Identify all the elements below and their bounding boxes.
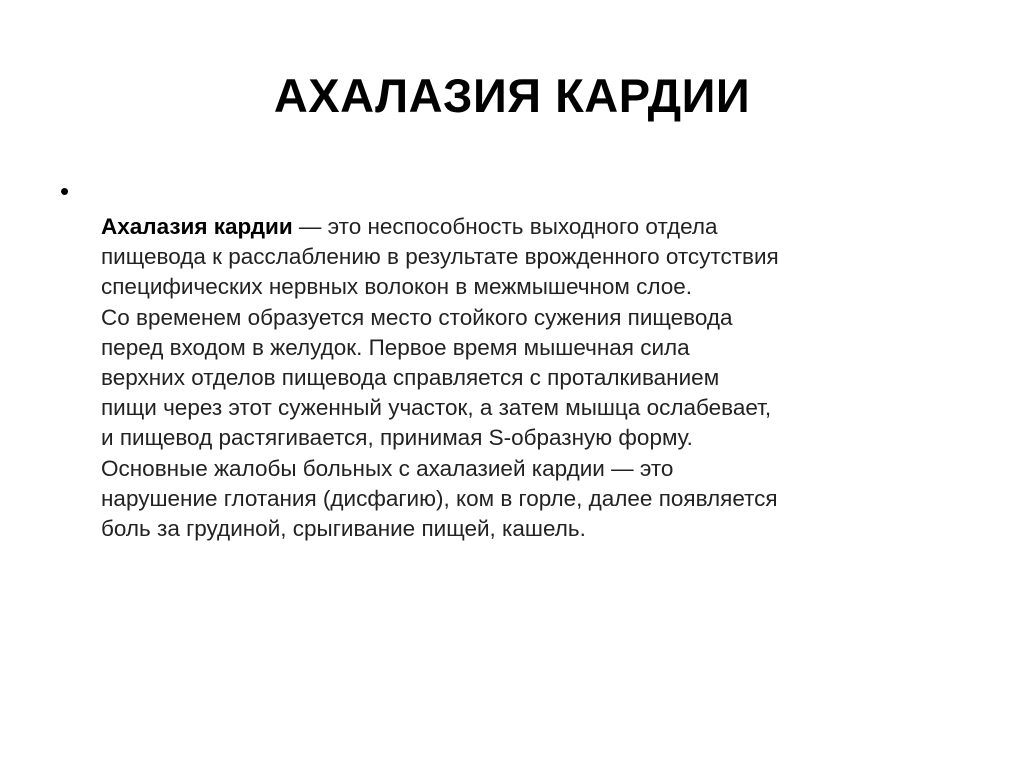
body-paragraph (101, 212, 981, 544)
defined-term: Ахалазия кардии (101, 214, 293, 239)
body-line: верхних отделов пищевода справляется с проталкиванием (101, 365, 720, 391)
slide-title: АХАЛАЗИЯ КАРДИИ (273, 69, 751, 122)
body-line: специфических нервных волокон в межмышечном слое. (101, 274, 693, 300)
body-line (101, 212, 981, 242)
body-line: нарушение глотания (дисфагию), ком в горле, далее появляется (101, 485, 778, 511)
body-line: Со временем образуется место стойкого сужения пищевода (101, 304, 733, 330)
body-line: Основные жалобы больных с ахалазией кардии — это (101, 455, 674, 481)
body-line: пищи через этот суженный участок, а затем мышца ослабевает, (101, 395, 772, 421)
bullet-marker: • (60, 176, 70, 206)
body-line: и пищевод растягивается, принимая S-образную форму. (101, 425, 693, 451)
body-line-text: — это неспособность выходного отдела (292, 214, 718, 239)
body-line: пищевода к расслаблению в результате врожденного отсутствия (101, 244, 779, 270)
body-line: перед входом в желудок. Первое время мышечная сила (101, 334, 690, 360)
body-line: боль за грудиной, срыгивание пищей, кашель. (101, 516, 586, 542)
